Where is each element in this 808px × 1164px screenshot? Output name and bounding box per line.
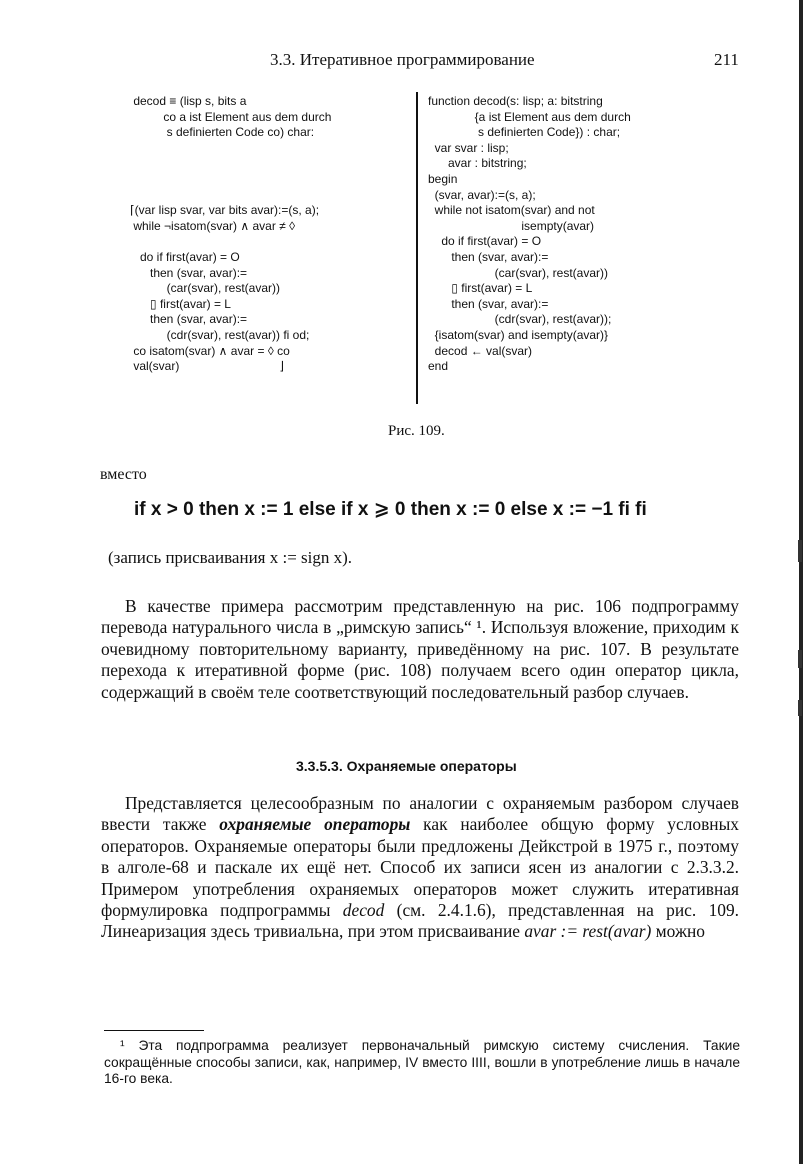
code-line: ▯ first(avar) = L — [428, 281, 533, 296]
code-line: (svar, avar):=(s, a); — [428, 187, 536, 202]
code-line: {isatom(svar) and isempty(avar)} — [428, 327, 609, 342]
margin-mark — [798, 650, 802, 668]
code-line: (cdr(svar), rest(avar)) fi od; — [130, 327, 310, 342]
paragraph-2-text: Представляется целесообразным по аналогии с охраняемым разбором случаев ввести также — [101, 793, 739, 835]
figure-divider — [416, 92, 418, 404]
running-header: 3.3. Итеративное программирование — [270, 50, 535, 69]
footnote-text: ¹ Эта подпрограмма реализует первоначальный римскую систему счисления. Такие сокращённые способы записи, как, например, IV вместо IIII, вошли в употребление лишь в начале 16-го века. — [104, 1038, 740, 1086]
code-line — [130, 172, 410, 188]
figure-left-code — [130, 94, 410, 375]
page-number: 211 — [714, 50, 739, 69]
code-line: do if first(avar) = O — [130, 249, 240, 264]
footnote — [104, 1038, 740, 1088]
figure-caption: Рис. 109. — [388, 423, 445, 439]
code-line — [130, 234, 410, 250]
code-line: while ¬isatom(svar) ∧ avar ≠ ◊ — [130, 218, 296, 233]
code-line: s definierten Code}) : char; — [428, 125, 621, 140]
code-line: (cdr(svar), rest(avar)); — [428, 312, 612, 327]
code-line: then (svar, avar):= — [130, 265, 248, 280]
code-term: decod — [342, 900, 385, 921]
code-line: decod ≡ (lisp s, bits a — [130, 94, 247, 108]
code-line: (car(svar), rest(avar)) — [130, 281, 281, 296]
paragraph-1 — [101, 596, 739, 703]
paragraph-2-text: (см. 2.4.1.6), представленная на рис. 109. Линеаризация здесь тривиальна, при этом присваивание — [101, 900, 739, 942]
page-edge-rule — [799, 0, 803, 1164]
paragraph-2 — [101, 793, 739, 943]
margin-mark — [798, 700, 802, 716]
code-line: then (svar, avar):= — [130, 312, 248, 327]
code-assignment: avar := rest(avar) — [524, 921, 652, 942]
code-line: (car(svar), rest(avar)) — [428, 265, 609, 280]
code-line — [130, 156, 410, 172]
code-line: while not isatom(svar) and not — [428, 203, 595, 218]
code-line: val(svar) ⌋ — [130, 359, 285, 374]
code-line: then (svar, avar):= — [428, 249, 549, 264]
footnote-rule — [104, 1030, 204, 1031]
code-line — [130, 141, 410, 157]
figure-right-code — [428, 94, 748, 375]
code-line: s definierten Code co) char: — [130, 125, 315, 140]
code-line: ⌈(var lisp svar, var bits avar):=(s, a); — [130, 203, 320, 218]
code-line: begin — [428, 171, 458, 186]
code-line: decod ← val(svar) — [428, 343, 533, 358]
code-line: co a ist Element aus dem durch — [130, 109, 332, 124]
paragraph-1-text: В качестве примера рассмотрим представленную на рис. 106 подпрограмму перевода натурального числа в „римскую запись“ ¹. Используя вложение, приходим к очевидному повторительному варианту, приведённому на рис. 107. В результате перехода к итеративной форме (рис. 108) получаем всего один оператор цикла, содержащий в своём теле соответствующий последовательный разбор случаев. — [101, 596, 739, 702]
margin-mark — [798, 540, 802, 562]
code-line: var svar : lisp; — [428, 140, 509, 155]
code-line: isempty(avar) — [428, 218, 595, 233]
code-line: end — [428, 359, 449, 374]
text-vmesto: вместо — [100, 466, 147, 483]
code-line — [130, 188, 410, 204]
paragraph-2-text: можно — [651, 921, 705, 942]
code-line: {a ist Element aus dem durch — [428, 109, 631, 124]
code-line: ▯ first(avar) = L — [130, 296, 231, 311]
emphasis-term: охраняемые операторы — [219, 814, 411, 835]
code-line: avar : bitstring; — [428, 156, 527, 171]
code-line: then (svar, avar):= — [428, 296, 549, 311]
assign-note: (запись присваивания x := sign x). — [108, 548, 353, 567]
code-line: do if first(avar) = O — [428, 234, 542, 249]
formula: if x > 0 then x := 1 else if x ⩾ 0 then x := 0 else x := −1 fi fi — [134, 499, 647, 520]
code-line: function decod(s: lisp; a: bitstring — [428, 94, 603, 108]
section-heading: 3.3.5.3. Охраняемые операторы — [296, 758, 517, 774]
paragraph-2-text: как наиболее общую форму условных операторов. Охраняемые операторы были предложены Дейкстрой в 1975 г., поэтому в алголе-68 и паскале их ещё нет. Способ их записи ясен из аналогии с 2.3.3.2. Примером употребления охраняемых операторов может служить итеративная формулировка подпрограммы — [101, 814, 739, 921]
code-line: co isatom(svar) ∧ avar = ◊ co — [130, 343, 290, 358]
